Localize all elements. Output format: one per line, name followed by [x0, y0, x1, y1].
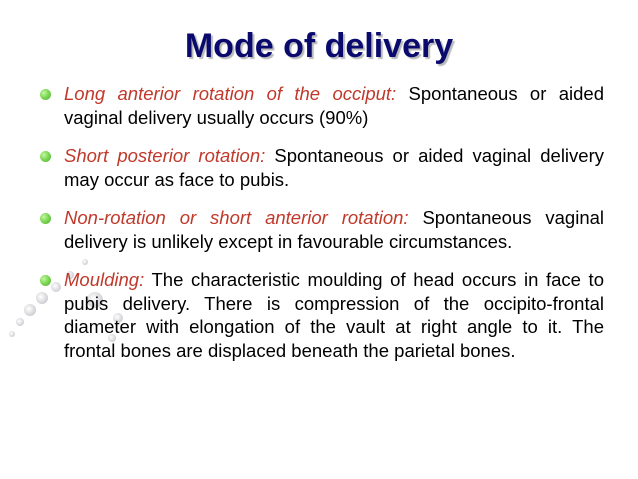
bullet-item — [38, 82, 604, 129]
slide-title: Mode of delivery — [184, 27, 454, 65]
bullet-term: Moulding: — [64, 269, 145, 290]
bullet-dot-icon — [40, 151, 51, 162]
bullet-term: Short posterior rotation: — [64, 145, 266, 166]
bullet-dot-icon — [40, 213, 51, 224]
bullet-item — [38, 268, 604, 362]
bullet-text: Spontaneous or aided vaginal delivery may occur as face to pubis. — [64, 145, 604, 190]
bullet-dot-icon — [40, 89, 51, 100]
bullet-item — [38, 144, 604, 191]
bullet-item — [38, 206, 604, 253]
bullet-text: The characteristic moulding of head occurs in face to pubis delivery. There is compression of the occipito-frontal diameter with elongation of the vault at right angle to it. The frontal bones are displaced beneath the parietal bones. — [64, 269, 604, 361]
bullet-list — [38, 82, 604, 362]
bullet-term: Non-rotation or short anterior rotation: — [64, 207, 409, 228]
bullet-term: Long anterior rotation of the occiput: — [64, 83, 397, 104]
bullet-text: Spontaneous vaginal delivery is unlikely except in favourable circumstances. — [64, 207, 605, 252]
bullet-dot-icon — [40, 275, 51, 286]
bullet-text: Spontaneous or aided vaginal delivery usually occurs (90%) — [64, 83, 604, 128]
